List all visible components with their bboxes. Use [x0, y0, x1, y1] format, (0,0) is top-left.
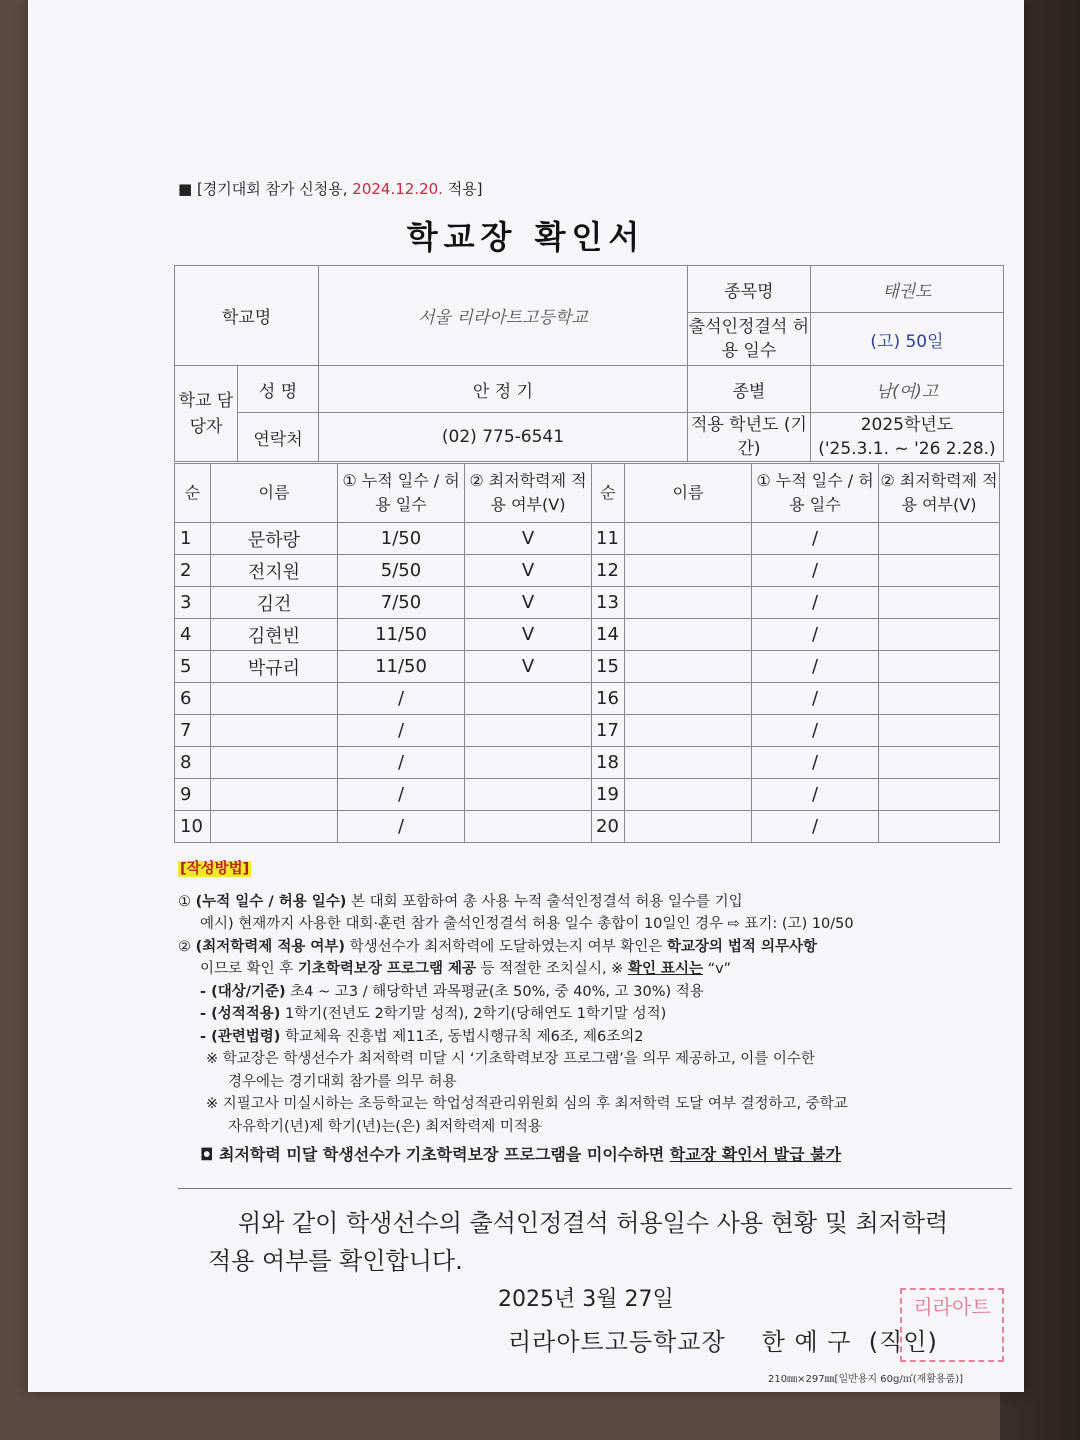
- cell-name: 전지원: [211, 555, 338, 587]
- cell-days: /: [752, 587, 879, 619]
- instructions-heading: [작성방법]: [180, 861, 250, 877]
- document-page: [28, 0, 1024, 1392]
- type-value: 남(여)고: [810, 366, 1003, 413]
- cell-mark: [465, 747, 592, 779]
- cell-name: 문하랑: [211, 523, 338, 555]
- cell-name: [211, 683, 338, 715]
- cell-days: /: [752, 523, 879, 555]
- cell-days: /: [752, 651, 879, 683]
- cell-no: 3: [175, 587, 211, 619]
- cell-mark: [465, 683, 592, 715]
- cell-days: 1/50: [338, 523, 465, 555]
- cell-no: 19: [592, 779, 625, 811]
- cell-mark: [879, 779, 1000, 811]
- absence-label: 출석인정결석 허용 일수: [687, 313, 810, 366]
- table-body: [175, 523, 1000, 843]
- year-label: 적용 학년도 (기간): [687, 413, 810, 462]
- table-header: 순 이름 ① 누적 일수 / 허용 일수 ② 최저학력제 적용 여부(V) 순 이름 ① 누적 일수 / 허용 일수 ② 최저학력제 적용 여부(V): [175, 464, 1000, 523]
- cell-no: 6: [175, 683, 211, 715]
- cell-days: /: [338, 811, 465, 843]
- cell-no: 8: [175, 747, 211, 779]
- cell-days: 11/50: [338, 651, 465, 683]
- cell-no: 18: [592, 747, 625, 779]
- student-table: [174, 463, 1000, 843]
- cell-no: 12: [592, 555, 625, 587]
- school-value: 서울 리라아트고등학교: [319, 266, 688, 366]
- table-row: [175, 619, 1000, 651]
- cell-days: 7/50: [338, 587, 465, 619]
- cell-no: 16: [592, 683, 625, 715]
- cell-mark: [879, 523, 1000, 555]
- cell-name: [625, 587, 752, 619]
- cell-no: 10: [175, 811, 211, 843]
- cell-name: [625, 779, 752, 811]
- type-label: 종별: [687, 366, 810, 413]
- cell-no: 20: [592, 811, 625, 843]
- cell-days: /: [752, 747, 879, 779]
- cell-mark: [879, 747, 1000, 779]
- cell-name: [625, 555, 752, 587]
- cell-mark: V: [465, 651, 592, 683]
- cell-no: 17: [592, 715, 625, 747]
- manager-label: 학교 담당자: [175, 366, 238, 462]
- cell-no: 11: [592, 523, 625, 555]
- cell-mark: [879, 715, 1000, 747]
- cell-mark: [879, 587, 1000, 619]
- cell-days: /: [752, 683, 879, 715]
- cell-mark: [465, 811, 592, 843]
- cell-days: /: [752, 811, 879, 843]
- sport-label: 종목명: [687, 266, 810, 313]
- instructions: [작성방법] ① (누적 일수 / 허용 일수) 본 대회 포함하여 총 사용 누적 출석인정결석 허용 일수를 기입 예시) 현재까지 사용한 대회·훈련 참가 출석인정결석 허용 일수 총합이 10일인 경우 ⇨ 표기: (고) 10/50 ② (최저학력제 적용 여부) 학생선수가 최저학력에 도달하였는지 여부 확인은 학교장의 법적 의무사항 이므로 확인 후 기초학력보장 프로그램 제공 등 적절한 조치실시, ※ 확인 표시는 “v” - (대상/기준) 초4 ~ 고3 / 해당학년 과목평균(초 50%, 중 40%, 고 30%) 적용 - (성적적용) 1학기(전년도 2학기말 성적), 2학기(당해연도 1학기말 성적) - (관련법령) 학교체육 진흥법 제11조, 동법시행규칙 제6조, 제6조의2 ※ 학교장은 학생선수가 최저학력 미달 시 ‘기초학력보장 프로그램’을 의무 제공하고, 이를 이수한 경우에는 경기대회 참가를 의무 허용 ※ 지필고사 미실시하는 초등학교는 학업성적관리위원회 심의 후 최저학력 도달 여부 결정하고, 중학교 자유학기(년)제 학기(년)는(은) 최저학력제 미적용 ◘ 최저학력 미달 학생선수가 기초학력보장 프로그램을 미이수하면 학교장 확인서 발급 불가: [178, 861, 854, 1164]
- cell-name: [625, 715, 752, 747]
- cell-name: [211, 811, 338, 843]
- info-table: [174, 265, 1004, 462]
- cell-name: 김건: [211, 587, 338, 619]
- table-row: [175, 651, 1000, 683]
- signature-line: 리라아트고등학교장 한 예 구 (직인): [508, 1328, 938, 1356]
- page-title: 학교장 확인서: [406, 218, 646, 256]
- table-row: [175, 747, 1000, 779]
- cell-mark: V: [465, 619, 592, 651]
- name-label: 성 명: [238, 366, 319, 413]
- cell-no: 1: [175, 523, 211, 555]
- name-value: 안 정 기: [319, 366, 688, 413]
- cell-days: 11/50: [338, 619, 465, 651]
- cell-name: 박규리: [211, 651, 338, 683]
- cell-days: /: [752, 779, 879, 811]
- table-row: [175, 811, 1000, 843]
- cell-days: /: [338, 779, 465, 811]
- cell-no: 13: [592, 587, 625, 619]
- cell-no: 2: [175, 555, 211, 587]
- cell-days: /: [752, 619, 879, 651]
- cell-days: /: [752, 555, 879, 587]
- cell-days: /: [338, 683, 465, 715]
- top-note: ■ [경기대회 참가 신청용, 2024.12.20. 적용]: [178, 180, 483, 198]
- cell-no: 9: [175, 779, 211, 811]
- cell-name: [211, 747, 338, 779]
- cell-mark: V: [465, 555, 592, 587]
- cell-name: 김현빈: [211, 619, 338, 651]
- cell-name: [625, 747, 752, 779]
- cell-no: 14: [592, 619, 625, 651]
- table-row: [175, 683, 1000, 715]
- cell-no: 5: [175, 651, 211, 683]
- cell-days: /: [338, 747, 465, 779]
- note-date: 2024.12.20.: [352, 180, 443, 198]
- cell-mark: V: [465, 523, 592, 555]
- cell-mark: [465, 715, 592, 747]
- cell-mark: [879, 811, 1000, 843]
- cell-name: [625, 619, 752, 651]
- contact-value: (02) 775-6541: [319, 413, 688, 462]
- official-seal-icon: 리라아트: [900, 1288, 1004, 1362]
- cell-days: /: [338, 715, 465, 747]
- cell-name: [211, 779, 338, 811]
- paper-spec: 210㎜×297㎜[일반용지 60g/㎡(재활용품)]: [768, 1374, 964, 1385]
- cell-name: [625, 523, 752, 555]
- table-row: [175, 587, 1000, 619]
- cell-mark: [465, 779, 592, 811]
- cell-mark: [879, 619, 1000, 651]
- cell-days: /: [752, 715, 879, 747]
- year-value: 2025학년도 ('25.3.1. ~ '26 2.28.): [810, 413, 1003, 462]
- cell-no: 15: [592, 651, 625, 683]
- cell-name: [625, 811, 752, 843]
- cell-name: [625, 651, 752, 683]
- sport-value: 태권도: [810, 266, 1003, 313]
- confirm-text: 위와 같이 학생선수의 출석인정결석 허용일수 사용 현황 및 최저학력 적용 여부를 확인합니다.: [208, 1209, 949, 1275]
- table-row: [175, 555, 1000, 587]
- table-row: [175, 715, 1000, 747]
- cell-no: 7: [175, 715, 211, 747]
- table-row: [175, 779, 1000, 811]
- table-row: [175, 523, 1000, 555]
- cell-mark: [879, 555, 1000, 587]
- cell-name: [211, 715, 338, 747]
- contact-label: 연락처: [238, 413, 319, 462]
- absence-value: (고) 50일: [810, 313, 1003, 366]
- divider: [178, 1188, 1012, 1189]
- issue-date: 2025년 3월 27일: [498, 1287, 674, 1312]
- cell-name: [625, 683, 752, 715]
- cell-mark: V: [465, 587, 592, 619]
- cell-no: 4: [175, 619, 211, 651]
- cell-days: 5/50: [338, 555, 465, 587]
- cell-mark: [879, 683, 1000, 715]
- school-label: 학교명: [175, 266, 319, 366]
- cell-mark: [879, 651, 1000, 683]
